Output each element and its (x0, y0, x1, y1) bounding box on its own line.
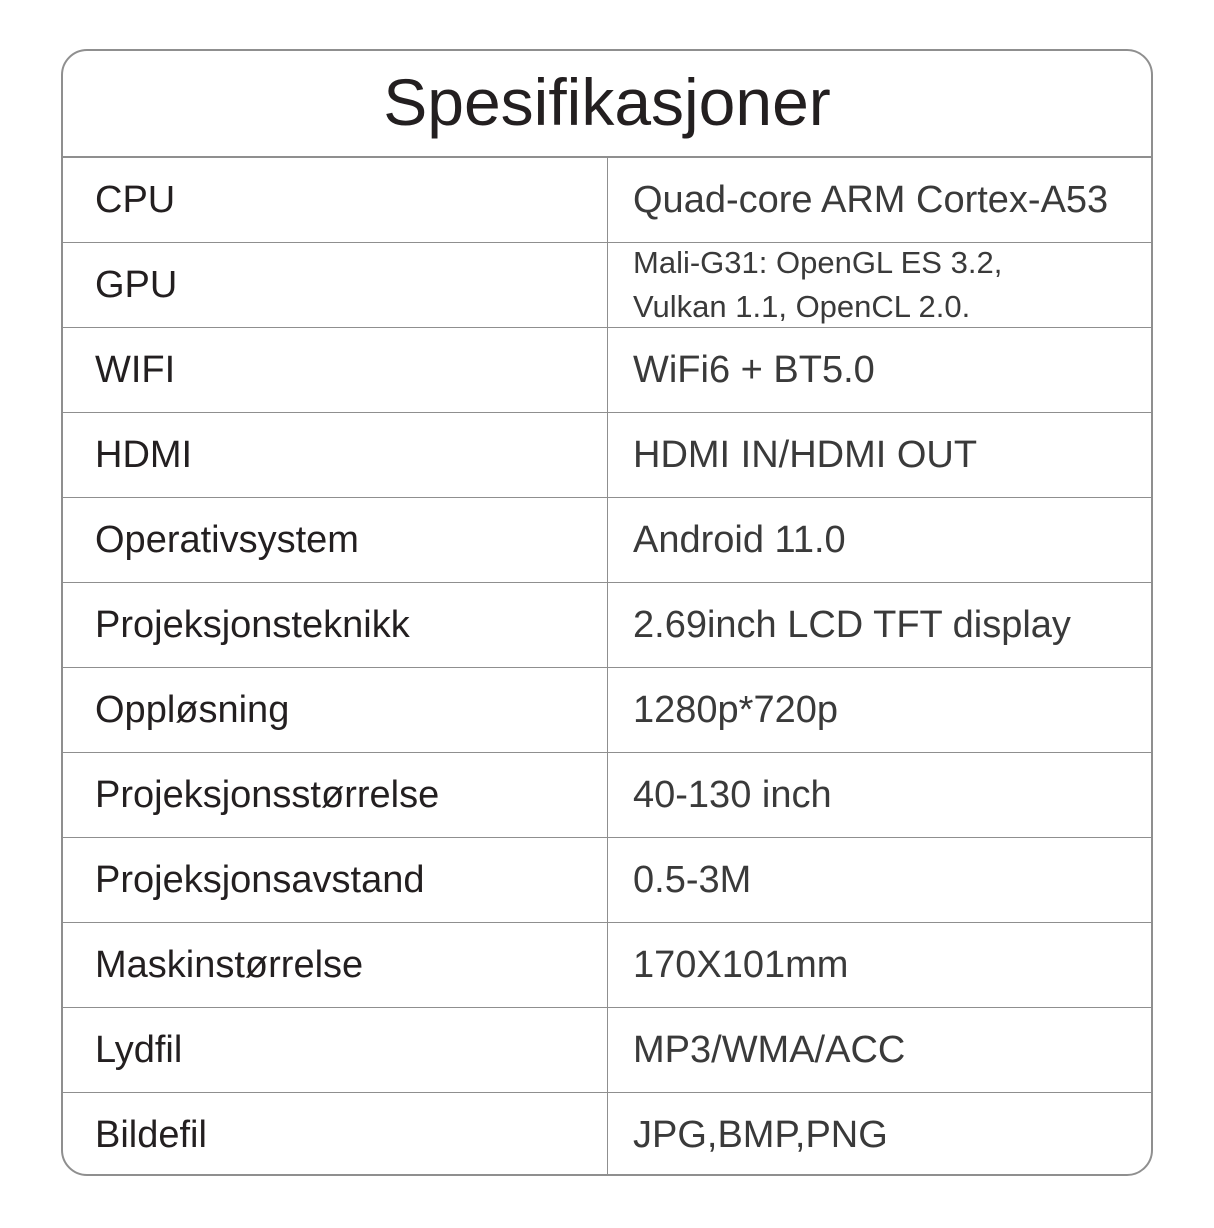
table-row (63, 243, 1151, 328)
table-row (63, 923, 1151, 1008)
spec-label-resolution: Oppløsning (63, 668, 608, 752)
spec-label-machine-size: Maskinstørrelse (63, 923, 608, 1007)
table-row (63, 498, 1151, 583)
spec-label-cpu: CPU (63, 158, 608, 242)
spec-value-resolution: 1280p*720p (633, 688, 838, 731)
table-row (63, 668, 1151, 753)
spec-value-audio-file: MP3/WMA/ACC (633, 1028, 906, 1071)
table-row (63, 328, 1151, 413)
spec-value-os: Android 11.0 (633, 518, 846, 561)
spec-label-audio-file: Lydfil (63, 1008, 608, 1092)
spec-label-projection-size: Projeksjonsstørrelse (63, 753, 608, 837)
spec-label-projection-distance: Projeksjonsavstand (63, 838, 608, 922)
table-row (63, 838, 1151, 923)
spec-value-projection-distance: 0.5-3M (633, 858, 752, 901)
page-title: Spesifikasjoner (383, 64, 831, 139)
spec-value-gpu-line-2: Vulkan 1.1, OpenCL 2.0. (633, 289, 971, 324)
table-row (63, 413, 1151, 498)
spec-value-gpu (608, 243, 1151, 327)
spec-value-wifi: WiFi6 + BT5.0 (633, 348, 875, 391)
spec-rows (63, 158, 1151, 1176)
table-row (63, 1093, 1151, 1176)
spec-value-image-file: JPG,BMP,PNG (633, 1113, 888, 1156)
spec-value-machine-size: 170X101mm (633, 943, 849, 986)
table-row (63, 753, 1151, 838)
table-row (63, 583, 1151, 668)
spec-label-os: Operativsystem (63, 498, 608, 582)
spec-value-gpu-line-1: Mali-G31: OpenGL ES 3.2, (633, 245, 1003, 280)
spec-label-wifi: WIFI (63, 328, 608, 412)
spec-label-hdmi: HDMI (63, 413, 608, 497)
spec-value-projection-size: 40-130 inch (633, 773, 832, 816)
spec-label-image-file: Bildefil (63, 1093, 608, 1176)
spec-value-projection-tech: 2.69inch LCD TFT display (633, 603, 1071, 646)
spec-label-gpu: GPU (63, 243, 608, 327)
title-bar (63, 51, 1151, 158)
spec-value-hdmi: HDMI IN/HDMI OUT (633, 433, 978, 476)
table-row (63, 1008, 1151, 1093)
spec-table (61, 49, 1153, 1176)
spec-label-projection-tech: Projeksjonsteknikk (63, 583, 608, 667)
table-row (63, 158, 1151, 243)
spec-value-cpu: Quad-core ARM Cortex-A53 (633, 178, 1109, 221)
